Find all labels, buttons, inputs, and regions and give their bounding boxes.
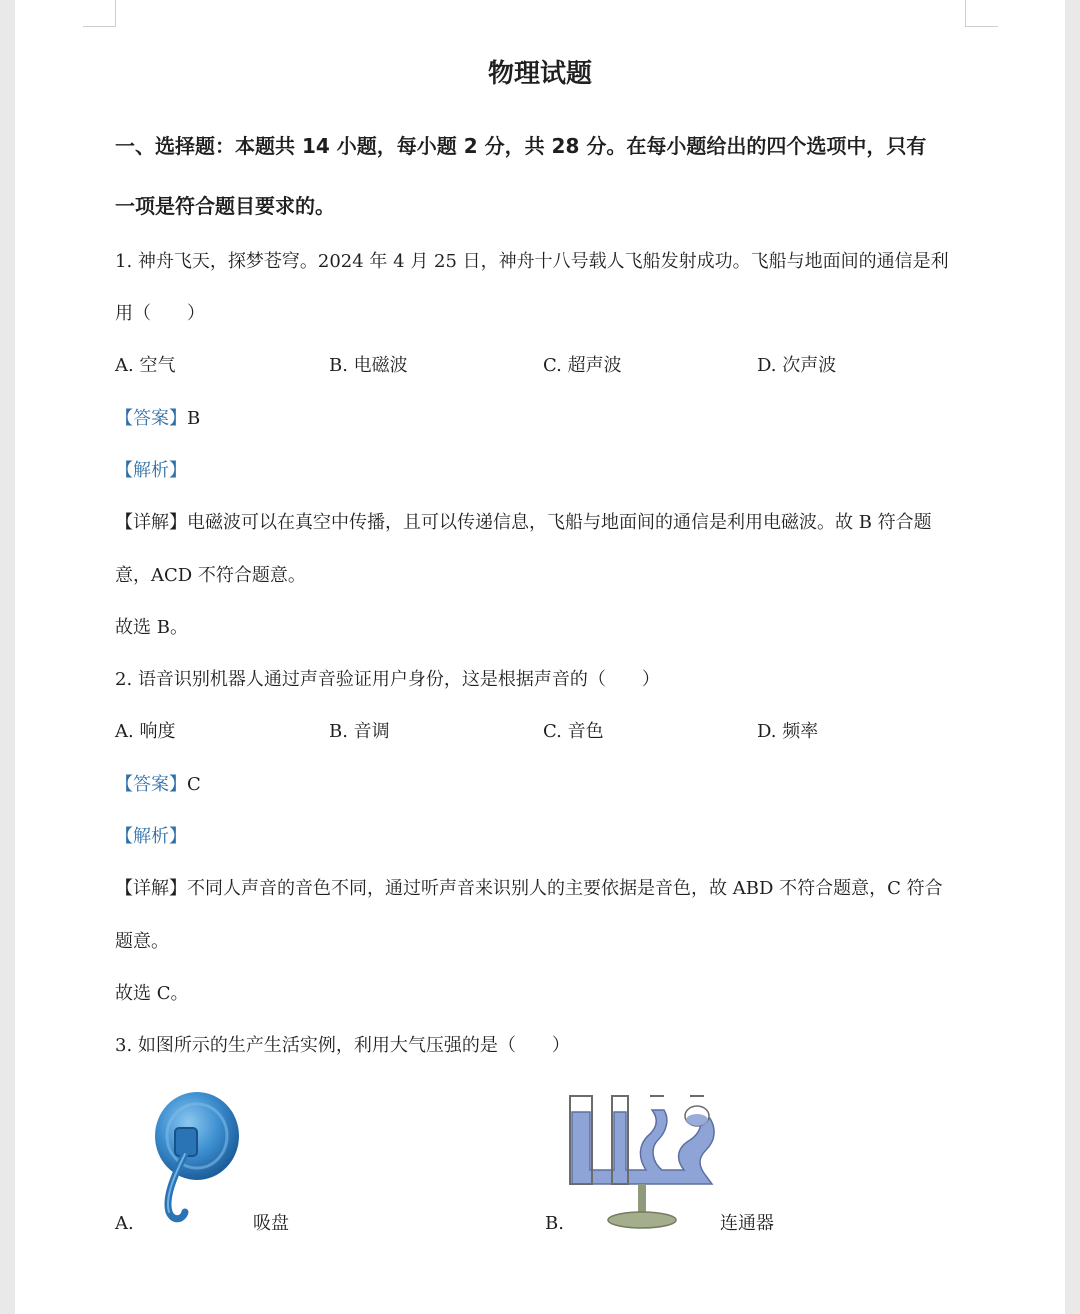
q2-option-c: C. 音色 (543, 721, 604, 742)
q1-option-b: B. 电磁波 (329, 355, 408, 376)
q2-stem: 2. 语音识别机器人通过声音验证用户身份，这是根据声音的（ ） (115, 669, 660, 690)
q1-detail-line1: 【详解】电磁波可以在真空中传播，且可以传递信息，飞船与地面间的通信是利用电磁波。故 B 符合题 (115, 512, 932, 533)
q1-answer-value: B (187, 408, 201, 429)
q1-conclusion: 故选 B。 (115, 617, 188, 638)
q3-option-b-caption: 连通器 (720, 1213, 774, 1234)
suction-cup-image (145, 1088, 245, 1228)
q1-detail-line2: 意，ACD 不符合题意。 (115, 565, 306, 586)
q1-analysis-tag: 【解析】 (115, 460, 187, 481)
q1-option-d: D. 次声波 (757, 355, 837, 376)
q2-answer-tag: 【答案】 (115, 774, 187, 795)
q2-answer-line (115, 772, 201, 798)
q2-option-b: B. 音调 (329, 721, 390, 742)
q2-detail-line1: 【详解】不同人声音的音色不同，通过听声音来识别人的主要依据是音色，故 ABD 不符合题意，C 符合 (115, 878, 943, 899)
q1-stem-line2: 用（ ） (115, 303, 205, 324)
q2-analysis-tag: 【解析】 (115, 826, 187, 847)
page-corner-mark-left (83, 0, 116, 27)
section-heading-line2: 一项是符合题目要求的。 (115, 194, 335, 218)
q1-answer-line (115, 406, 200, 432)
q2-answer-value: C (187, 774, 201, 795)
section-heading-line1: 一、选择题：本题共 14 小题，每小题 2 分，共 28 分。在每小题给出的四个选项中，只有 (115, 134, 927, 158)
page-corner-mark-right (965, 0, 998, 27)
q2-conclusion: 故选 C。 (115, 983, 189, 1004)
q3-option-a-caption: 吸盘 (253, 1213, 289, 1234)
q2-detail-line2: 题意。 (115, 931, 169, 952)
q1-option-a: A. 空气 (115, 355, 176, 376)
q1-option-c: C. 超声波 (543, 355, 622, 376)
q3-stem: 3. 如图所示的生产生活实例，利用大气压强的是（ ） (115, 1035, 570, 1056)
q2-option-d: D. 频率 (757, 721, 819, 742)
q2-option-a: A. 响度 (115, 721, 176, 742)
communicating-vessels-image (566, 1092, 722, 1232)
q1-stem-line1: 1. 神舟飞天，探梦苍穹。2024 年 4 月 25 日，神舟十八号载人飞船发射成功。飞船与地面间的通信是利 (115, 251, 949, 272)
q1-answer-tag: 【答案】 (115, 408, 187, 429)
page-title: 物理试题 (487, 59, 592, 89)
q3-option-a-letter: A. (115, 1213, 134, 1234)
q3-option-b-letter: B. (545, 1213, 564, 1234)
